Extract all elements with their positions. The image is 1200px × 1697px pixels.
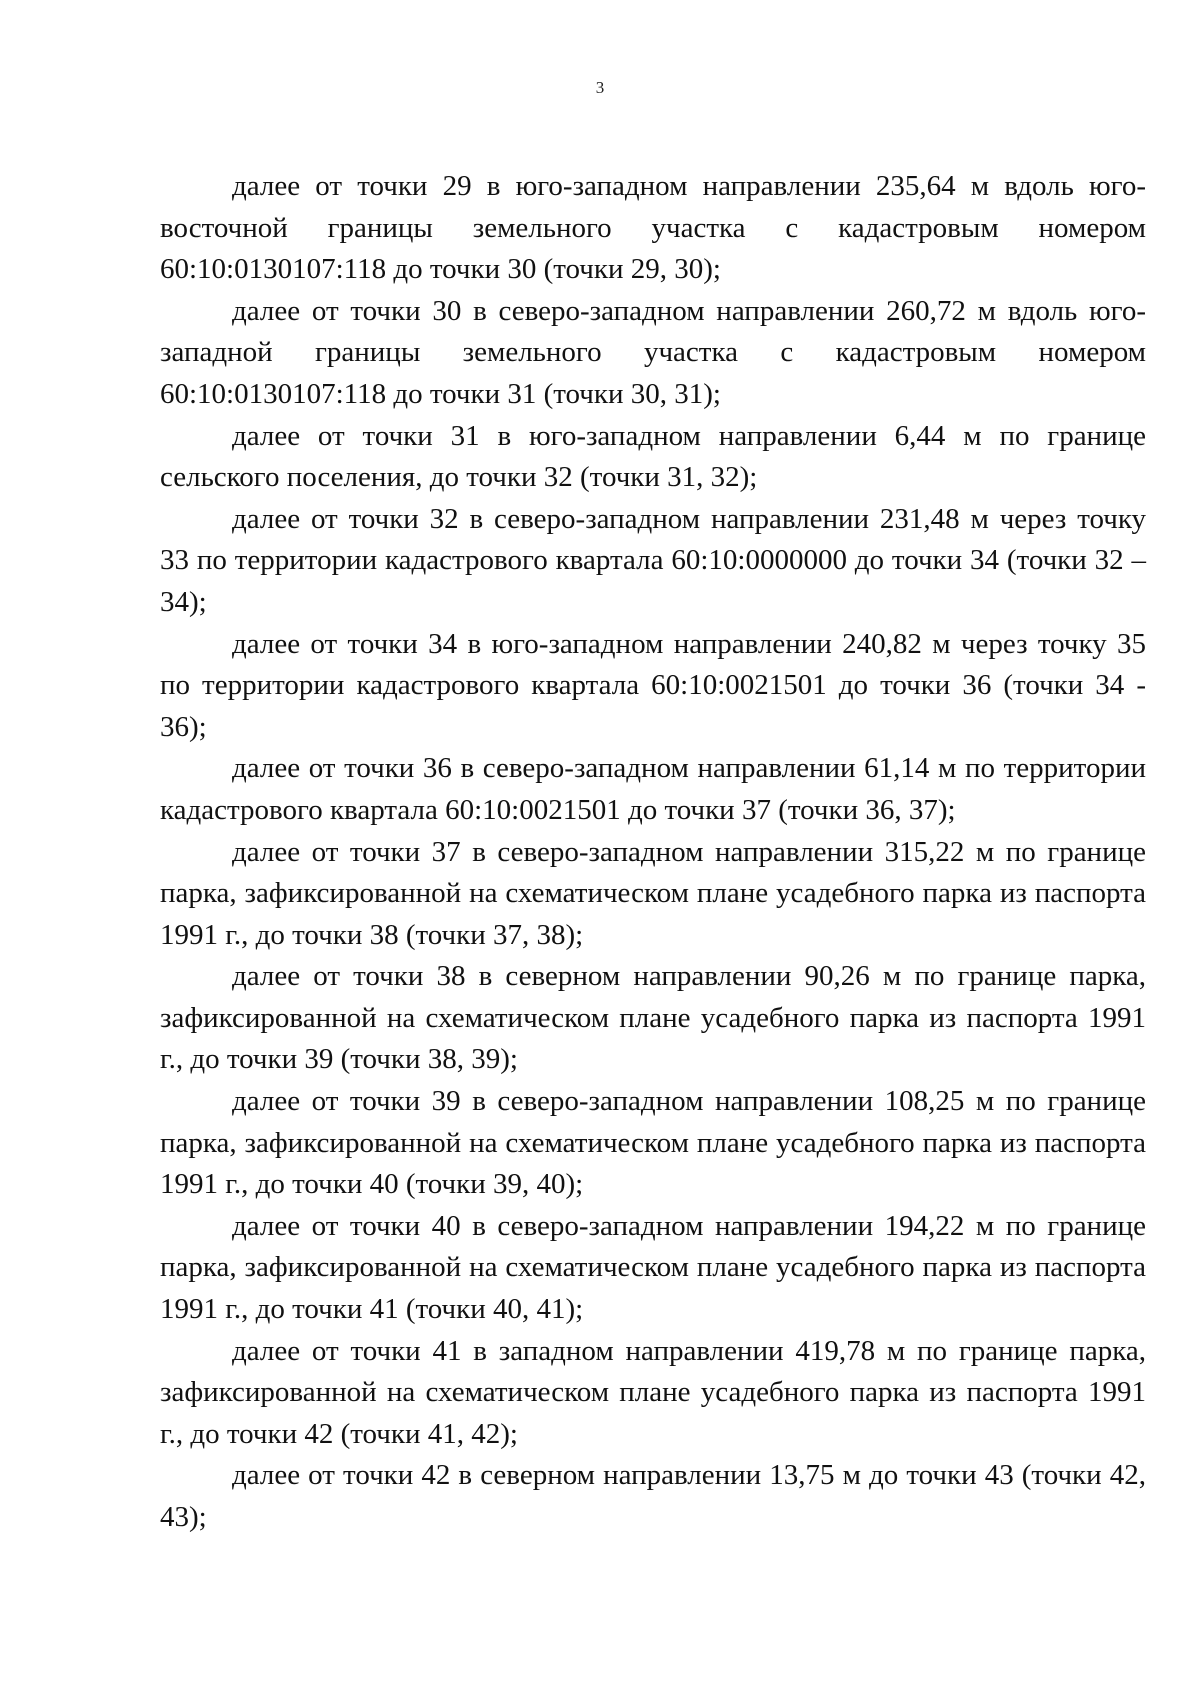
page-number: 3 bbox=[595, 78, 605, 97]
paragraph: далее от точки 41 в западном направлении 419,78 м по границе парка, зафиксированной на схематическом плане усадебного парка из паспорта 1991 г., до точки 42 (точки 41, 42); bbox=[160, 1334, 1146, 1450]
paragraph: далее от точки 29 в юго-западном направлении 235,64 м вдоль юго-восточной границы земельного участка с кадастровым номером 60:10:0130107:118 до точки 30 (точки 29, 30); bbox=[160, 170, 1146, 286]
paragraph: далее от точки 39 в северо-западном направлении 108,25 м по границе парка, зафиксированной на схематическом плане усадебного парка из паспорта 1991 г., до точки 40 (точки 39, 40); bbox=[160, 1085, 1146, 1201]
paragraph: далее от точки 32 в северо-западном направлении 231,48 м через точку 33 по территории кадастрового квартала 60:10:0000000 до точки 34 (точки 32 – 34); bbox=[160, 502, 1146, 618]
paragraph: далее от точки 34 в юго-западном направлении 240,82 м через точку 35 по территории кадастрового квартала 60:10:0021501 до точки 36 (точки 34 - 36); bbox=[160, 627, 1146, 743]
paragraph: далее от точки 30 в северо-западном направлении 260,72 м вдоль юго-западной границы земельного участка с кадастровым номером 60:10:0130107:118 до точки 31 (точки 30, 31); bbox=[160, 294, 1146, 410]
paragraph: далее от точки 40 в северо-западном направлении 194,22 м по границе парка, зафиксированной на схематическом плане усадебного парка из паспорта 1991 г., до точки 41 (точки 40, 41); bbox=[160, 1209, 1146, 1326]
document-body bbox=[160, 166, 1146, 1539]
paragraph: далее от точки 36 в северо-западном направлении 61,14 м по территории кадастрового квартала 60:10:0021501 до точки 37 (точки 36, 37); bbox=[160, 752, 1146, 826]
paragraph: далее от точки 37 в северо-западном направлении 315,22 м по границе парка, зафиксированной на схематическом плане усадебного парка из паспорта 1991 г., до точки 38 (точки 37, 38); bbox=[160, 835, 1146, 951]
paragraph: далее от точки 42 в северном направлении 13,75 м до точки 43 (точки 42, 43); bbox=[160, 1459, 1146, 1533]
paragraph: далее от точки 38 в северном направлении 90,26 м по границе парка, зафиксированной на схематическом плане усадебного парка из паспорта 1991 г., до точки 39 (точки 38, 39); bbox=[160, 960, 1146, 1076]
paragraph: далее от точки 31 в юго-западном направлении 6,44 м по границе сельского поселения, до точки 32 (точки 31, 32); bbox=[160, 419, 1146, 494]
